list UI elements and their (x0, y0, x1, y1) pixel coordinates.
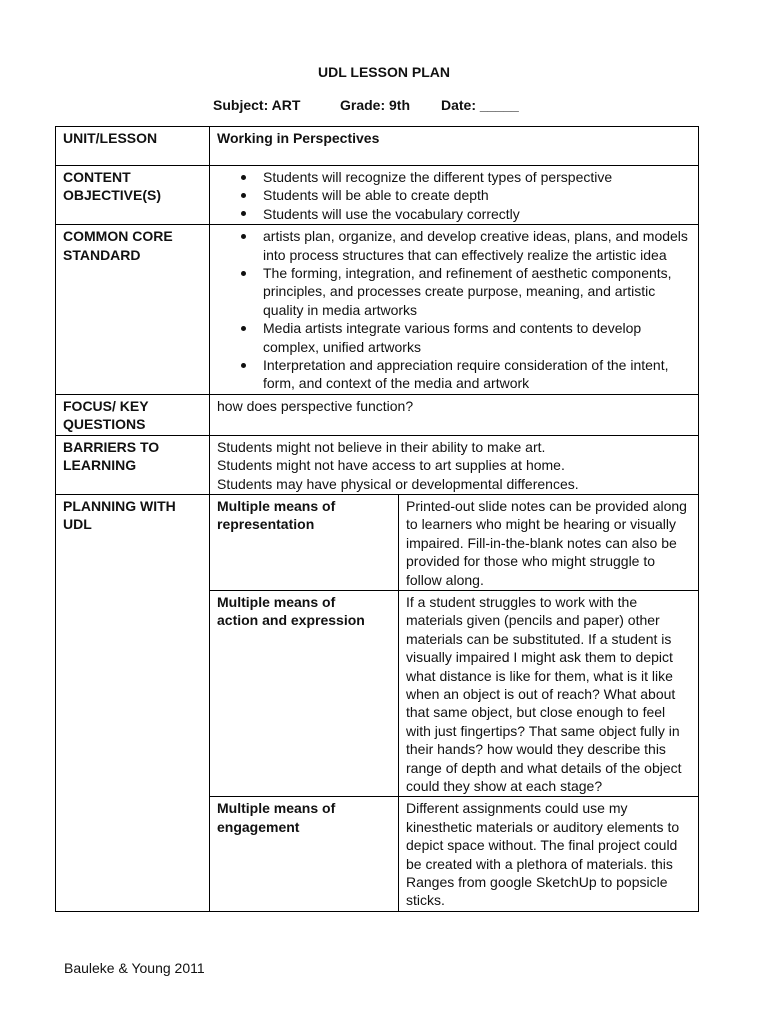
focus-label: FOCUS/ KEY QUESTIONS (56, 394, 210, 435)
grade-field: Grade: 9th (340, 97, 411, 113)
barrier-line: Students might not believe in their ability to make art. (217, 438, 546, 455)
focus-row (56, 394, 699, 435)
barrier-line: Students may have physical or developmental differences. (217, 475, 579, 492)
document-title: UDL LESSON PLAN (318, 64, 450, 80)
objective-item: Students will be able to create depth (263, 186, 692, 204)
objectives-cell (210, 166, 699, 225)
representation-label: Multiple means of representation (210, 494, 399, 590)
standard-item: The forming, integration, and refinement of aesthetic components, principles, and processes create purpose, meaning, and artistic quality in media artworks (263, 264, 692, 319)
standard-item: artists plan, organize, and develop creative ideas, plans, and models into process structures that can effectively realize the artistic idea (263, 227, 692, 264)
lesson-plan-table (55, 126, 699, 912)
representation-text: Printed-out slide notes can be provided along to learners who might be hearing or visually impaired. Fill-in-the-blank notes can also be provided for those who might struggle to follow along. (399, 494, 699, 590)
unit-label: UNIT/LESSON (56, 127, 210, 166)
footer-credit: Bauleke & Young 2011 (64, 960, 205, 976)
action-text: If a student struggles to work with the materials given (pencils and paper) other materials can be substituted. If a student is visually impaired I might ask them to depict what distance is like for them, what is it like when an object is out of reach? What about that same object, but close enough to feel with just fingertips? That same object fully in their hands? how would they describe this range of depth and what details of the object could they show at each stage? (399, 590, 699, 796)
barriers-label: BARRIERS TO LEARNING (56, 435, 210, 494)
barriers-cell (210, 435, 699, 494)
standard-cell (210, 225, 699, 395)
subject-line (213, 97, 519, 113)
engagement-label: Multiple means of engagement (210, 797, 399, 911)
focus-value: how does perspective function? (210, 394, 699, 435)
objectives-row (56, 166, 699, 225)
barrier-line: Students might not have access to art supplies at home. (217, 457, 565, 474)
objective-item: Students will use the vocabulary correctly (263, 205, 692, 223)
objectives-label: CONTENT OBJECTIVE(S) (56, 166, 210, 225)
representation-row (56, 494, 699, 590)
date-field: Date: _____ (441, 97, 519, 113)
action-label: Multiple means of action and expression (210, 590, 399, 796)
standard-item: Interpretation and appreciation require consideration of the intent, form, and context of the media and artwork (263, 356, 692, 393)
barriers-row (56, 435, 699, 494)
standard-list (217, 227, 692, 393)
subject-field: Subject: ART (213, 97, 301, 113)
standard-item: Media artists integrate various forms and contents to develop complex, unified artworks (263, 319, 692, 356)
standard-label: COMMON CORE STANDARD (56, 225, 210, 395)
objective-item: Students will recognize the different types of perspective (263, 168, 692, 186)
objectives-list (217, 168, 692, 223)
unit-row (56, 127, 699, 166)
planning-label: PLANNING WITH UDL (56, 494, 210, 911)
unit-value: Working in Perspectives (210, 127, 699, 166)
standard-row (56, 225, 699, 395)
engagement-text: Different assignments could use my kinesthetic materials or auditory elements to depict space without. The final project could be created with a plethora of materials. this Ranges from google SketchUp to popsicle sticks. (399, 797, 699, 911)
